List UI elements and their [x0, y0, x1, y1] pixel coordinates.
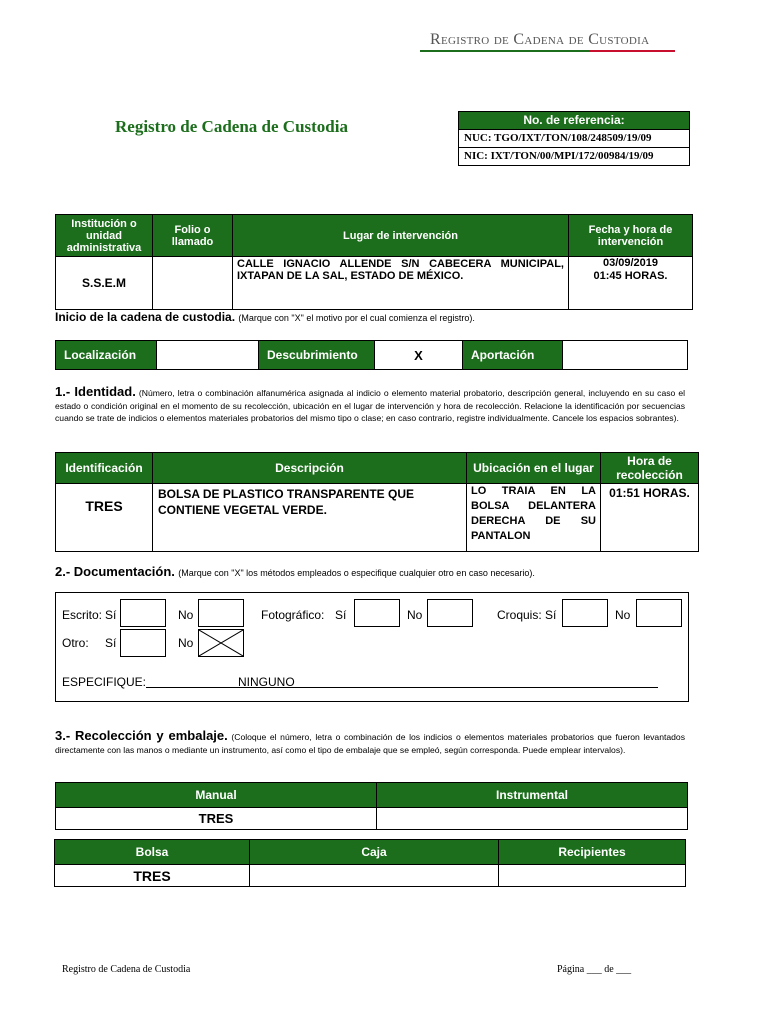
- croquis-si-box[interactable]: [562, 599, 608, 627]
- identidad-title: 1.- Identidad.: [55, 384, 136, 399]
- especifique-label: ESPECIFIQUE:: [62, 675, 147, 689]
- header-instrumental: Instrumental: [377, 783, 688, 808]
- header-rule-green: [420, 50, 590, 52]
- lugar-value: CALLE IGNACIO ALLENDE S/N CABECERA MUNICIPAL, IXTAPAN DE LA SAL, ESTADO DE MÉXICO.: [233, 257, 569, 310]
- fotografico-si-label: Sí: [335, 608, 347, 622]
- header-ubicacion: Ubicación en el lugar: [467, 453, 601, 484]
- especifique-value: NINGUNO: [238, 675, 295, 689]
- recoleccion-section: [55, 730, 685, 756]
- descripcion-value: BOLSA DE PLASTICO TRANSPARENTE QUE CONTIENE VEGETAL VERDE.: [153, 484, 467, 552]
- croquis-no-label: No: [615, 608, 631, 622]
- institucion-value: S.S.E.M: [56, 257, 153, 310]
- otro-si-label: Sí: [105, 636, 117, 650]
- manual-value: TRES: [56, 808, 377, 830]
- identidad-table: [55, 452, 699, 552]
- escrito-no-label: No: [178, 608, 194, 622]
- header-descripcion: Descripción: [153, 453, 467, 484]
- header-bolsa: Bolsa: [55, 840, 250, 865]
- footer-left: Registro de Cadena de Custodia: [62, 964, 191, 975]
- documentacion-note: (Marque con "X" los métodos empleados o especifique cualquier otro en caso necesario).: [178, 568, 535, 578]
- recipientes-value: [499, 865, 686, 887]
- caja-value: [250, 865, 499, 887]
- aportacion-label: Aportación: [463, 341, 563, 370]
- footer-page: Página ___ de ___: [557, 964, 632, 975]
- folio-value: [153, 257, 233, 310]
- otro-si-box[interactable]: [120, 629, 166, 657]
- nuc-value: NUC: TGO/IXT/TON/108/248509/19/09: [459, 129, 689, 147]
- recoleccion-title: 3.- Recolección y embalaje.: [55, 728, 228, 743]
- header-banner: Registro de Cadena de Custodia: [430, 31, 650, 48]
- header-identificacion: Identificación: [56, 453, 153, 484]
- croquis-si-label: Sí: [545, 608, 557, 622]
- fotografico-si-box[interactable]: [354, 599, 400, 627]
- inicio-title: Inicio de la cadena de custodia.: [55, 310, 236, 324]
- especifique-line[interactable]: [146, 687, 658, 688]
- header-folio: Folio o llamado: [153, 215, 233, 257]
- header-institucion: Institución o unidad administrativa: [56, 215, 153, 257]
- fotografico-no-label: No: [407, 608, 423, 622]
- descubrimiento-label: Descubrimiento: [259, 341, 375, 370]
- header-caja: Caja: [250, 840, 499, 865]
- header-lugar: Lugar de intervención: [233, 215, 569, 257]
- cross-mark-icon: [199, 630, 243, 656]
- ubicacion-value: LO TRAIA EN LA BOLSA DELANTERA DERECHA DE SU PANTALON: [467, 484, 601, 552]
- reference-label: No. de referencia:: [459, 112, 689, 129]
- inicio-note: (Marque con "X" el motivo por el cual comienza el registro).: [238, 313, 475, 323]
- recoleccion-table: [55, 782, 688, 830]
- identidad-section: [55, 386, 685, 425]
- documentacion-title: 2.- Documentación.: [55, 564, 175, 579]
- recoleccion-note: (Coloque el número, letra o combinación de los indicios o elementos materiales probatorios que fueron levantados directamente con las manos o mediante un instrumento, así como el tipo de embalaje que se empleó, según corresponda. Puede emplear intervalos).: [55, 732, 685, 755]
- header-hora-recoleccion: Hora de recolección: [601, 453, 699, 484]
- otro-no-label: No: [178, 636, 194, 650]
- aportacion-box[interactable]: [563, 341, 688, 370]
- fecha-hora-cell: [569, 257, 693, 310]
- documentacion-box: [55, 592, 689, 702]
- instrumental-value: [377, 808, 688, 830]
- page-title: Registro de Cadena de Custodia: [115, 117, 348, 136]
- otro-label: Otro:: [62, 636, 89, 650]
- localizacion-box[interactable]: [157, 341, 259, 370]
- fecha-value: 03/09/2019: [602, 257, 659, 269]
- header-recipientes: Recipientes: [499, 840, 686, 865]
- embalaje-table: [54, 839, 686, 887]
- localizacion-label: Localización: [56, 341, 157, 370]
- intervention-table: [55, 214, 693, 310]
- identificacion-value: TRES: [56, 484, 153, 552]
- escrito-no-box[interactable]: [198, 599, 244, 627]
- croquis-no-box[interactable]: [636, 599, 682, 627]
- bolsa-value: TRES: [55, 865, 250, 887]
- header-rule-red: [590, 50, 675, 52]
- escrito-label: Escrito:: [62, 608, 103, 622]
- otro-no-box[interactable]: [198, 629, 244, 657]
- escrito-si-box[interactable]: [120, 599, 166, 627]
- hora-recoleccion-value: 01:51 HORAS.: [601, 484, 699, 552]
- nic-value: NIC: IXT/TON/00/MPI/172/00984/19/09: [459, 147, 689, 165]
- escrito-si-label: Sí: [105, 608, 117, 622]
- fotografico-label: Fotográfico:: [261, 608, 325, 622]
- inicio-table: [55, 340, 688, 370]
- descubrimiento-box[interactable]: X: [375, 341, 463, 370]
- hora-value: 01:45 HORAS.: [593, 270, 668, 282]
- reference-box: [458, 111, 690, 166]
- croquis-label: Croquis:: [497, 608, 542, 622]
- header-manual: Manual: [56, 783, 377, 808]
- documentacion-heading: [55, 564, 535, 579]
- identidad-note: (Número, letra o combinación alfanumérica asignada al indicio o elemento material probatorio, descripción general, incluyendo en su caso el estado o condición original en el momento de su recolección, ubicación en el lugar de intervención y hora de recolección. Relacione la identificación por secuencias cuando se trate de indicios o elementos materiales probatorios del mismo tipo o clase; en caso contrario, registre individualmente. Cancele los espacios sobrantes).: [55, 388, 686, 423]
- header-fecha: Fecha y hora de intervención: [569, 215, 693, 257]
- inicio-heading: [55, 310, 475, 324]
- fotografico-no-box[interactable]: [427, 599, 473, 627]
